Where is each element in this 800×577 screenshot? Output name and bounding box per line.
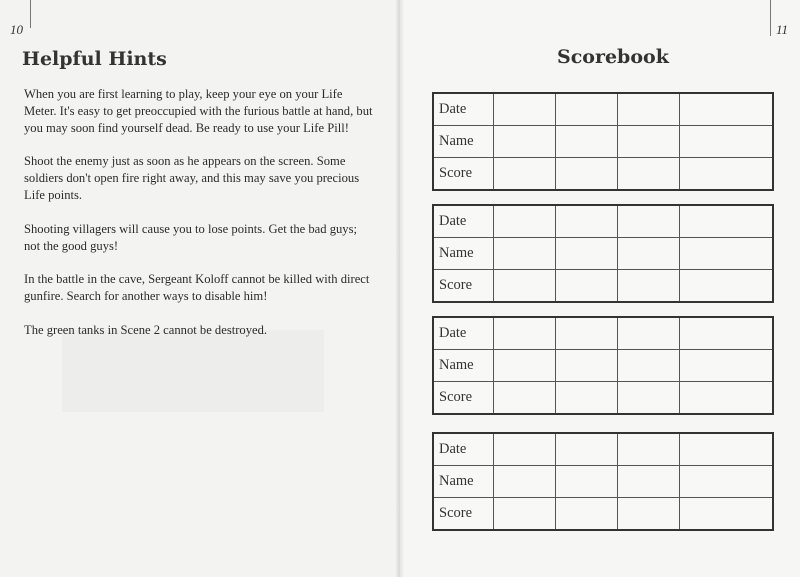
row-label: Date bbox=[433, 93, 494, 126]
score-cell[interactable] bbox=[618, 433, 680, 466]
row-label: Name bbox=[433, 350, 494, 382]
score-cell[interactable] bbox=[680, 350, 773, 382]
page-number-right: 11 bbox=[776, 22, 789, 37]
hints-list bbox=[24, 86, 374, 356]
page-number-left: 10 bbox=[10, 22, 23, 37]
score-cell[interactable] bbox=[556, 93, 618, 126]
row-label: Score bbox=[433, 382, 494, 415]
score-cell[interactable] bbox=[494, 382, 556, 415]
page-edge-line bbox=[30, 0, 31, 28]
score-cell[interactable] bbox=[494, 498, 556, 531]
hint-paragraph: In the battle in the cave, Sergeant Koloff cannot be killed with direct gunfire. Search for another ways to disable him! bbox=[24, 272, 370, 304]
score-cell[interactable] bbox=[494, 158, 556, 191]
score-table-3 bbox=[432, 316, 774, 415]
page-edge-line bbox=[770, 0, 771, 36]
score-cell[interactable] bbox=[556, 433, 618, 466]
score-cell[interactable] bbox=[494, 317, 556, 350]
score-cell[interactable] bbox=[494, 126, 556, 158]
score-cell[interactable] bbox=[680, 466, 773, 498]
score-table-1 bbox=[432, 92, 774, 191]
score-cell[interactable] bbox=[556, 238, 618, 270]
row-label: Name bbox=[433, 238, 494, 270]
score-cell[interactable] bbox=[618, 270, 680, 303]
row-label: Date bbox=[433, 433, 494, 466]
score-cell[interactable] bbox=[618, 93, 680, 126]
score-cell[interactable] bbox=[618, 350, 680, 382]
hint-paragraph: Shooting villagers will cause you to lose points. Get the bad guys; not the good guys! bbox=[24, 221, 357, 253]
book-gutter bbox=[396, 0, 404, 577]
score-cell[interactable] bbox=[556, 317, 618, 350]
score-cell[interactable] bbox=[556, 126, 618, 158]
score-cell[interactable] bbox=[556, 350, 618, 382]
score-cell[interactable] bbox=[680, 317, 773, 350]
score-row-score bbox=[433, 270, 773, 303]
score-cell[interactable] bbox=[494, 433, 556, 466]
score-row-date bbox=[433, 317, 773, 350]
hint-paragraph: The green tanks in Scene 2 cannot be destroyed. bbox=[24, 322, 268, 337]
score-row-date bbox=[433, 205, 773, 238]
score-cell[interactable] bbox=[494, 93, 556, 126]
row-label: Score bbox=[433, 270, 494, 303]
score-cell[interactable] bbox=[618, 498, 680, 531]
row-label: Name bbox=[433, 126, 494, 158]
score-cell[interactable] bbox=[494, 238, 556, 270]
score-cell[interactable] bbox=[556, 466, 618, 498]
score-cell[interactable] bbox=[618, 205, 680, 238]
score-cell[interactable] bbox=[494, 350, 556, 382]
score-cell[interactable] bbox=[680, 158, 773, 191]
score-row-score bbox=[433, 498, 773, 531]
score-cell[interactable] bbox=[556, 270, 618, 303]
score-row-score bbox=[433, 158, 773, 191]
score-cell[interactable] bbox=[494, 466, 556, 498]
row-label: Date bbox=[433, 317, 494, 350]
score-cell[interactable] bbox=[680, 382, 773, 415]
score-cell[interactable] bbox=[556, 382, 618, 415]
hint-paragraph: Shoot the enemy just as soon as he appears on the screen. Some soldiers don't open fire right away, and this may save you precious Life points. bbox=[24, 154, 360, 202]
score-cell[interactable] bbox=[680, 270, 773, 303]
score-cell[interactable] bbox=[680, 238, 773, 270]
score-row-date bbox=[433, 93, 773, 126]
score-cell[interactable] bbox=[556, 205, 618, 238]
score-row-name bbox=[433, 238, 773, 270]
row-label: Date bbox=[433, 205, 494, 238]
hint-paragraph: When you are first learning to play, keep your eye on your Life Meter. It's easy to get preoccupied with the furious battle at hand, but you may soon find yourself dead. Be ready to use your Life Pill! bbox=[24, 87, 373, 135]
score-cell[interactable] bbox=[680, 126, 773, 158]
score-cell[interactable] bbox=[494, 270, 556, 303]
score-table-2 bbox=[432, 204, 774, 303]
score-cell[interactable] bbox=[618, 126, 680, 158]
score-cell[interactable] bbox=[618, 317, 680, 350]
score-table-4 bbox=[432, 432, 774, 531]
score-cell[interactable] bbox=[618, 158, 680, 191]
helpful-hints-heading: Helpful Hints bbox=[22, 48, 167, 70]
score-cell[interactable] bbox=[618, 382, 680, 415]
score-row-date bbox=[433, 433, 773, 466]
score-cell[interactable] bbox=[494, 205, 556, 238]
score-cell[interactable] bbox=[556, 498, 618, 531]
score-row-name bbox=[433, 126, 773, 158]
score-row-name bbox=[433, 350, 773, 382]
score-cell[interactable] bbox=[680, 205, 773, 238]
score-cell[interactable] bbox=[680, 498, 773, 531]
score-cell[interactable] bbox=[618, 238, 680, 270]
row-label: Score bbox=[433, 498, 494, 531]
scorebook-heading: Scorebook bbox=[557, 46, 669, 68]
score-cell[interactable] bbox=[680, 93, 773, 126]
score-row-score bbox=[433, 382, 773, 415]
row-label: Score bbox=[433, 158, 494, 191]
score-cell[interactable] bbox=[680, 433, 773, 466]
score-cell[interactable] bbox=[618, 466, 680, 498]
score-cell[interactable] bbox=[556, 158, 618, 191]
row-label: Name bbox=[433, 466, 494, 498]
score-row-name bbox=[433, 466, 773, 498]
